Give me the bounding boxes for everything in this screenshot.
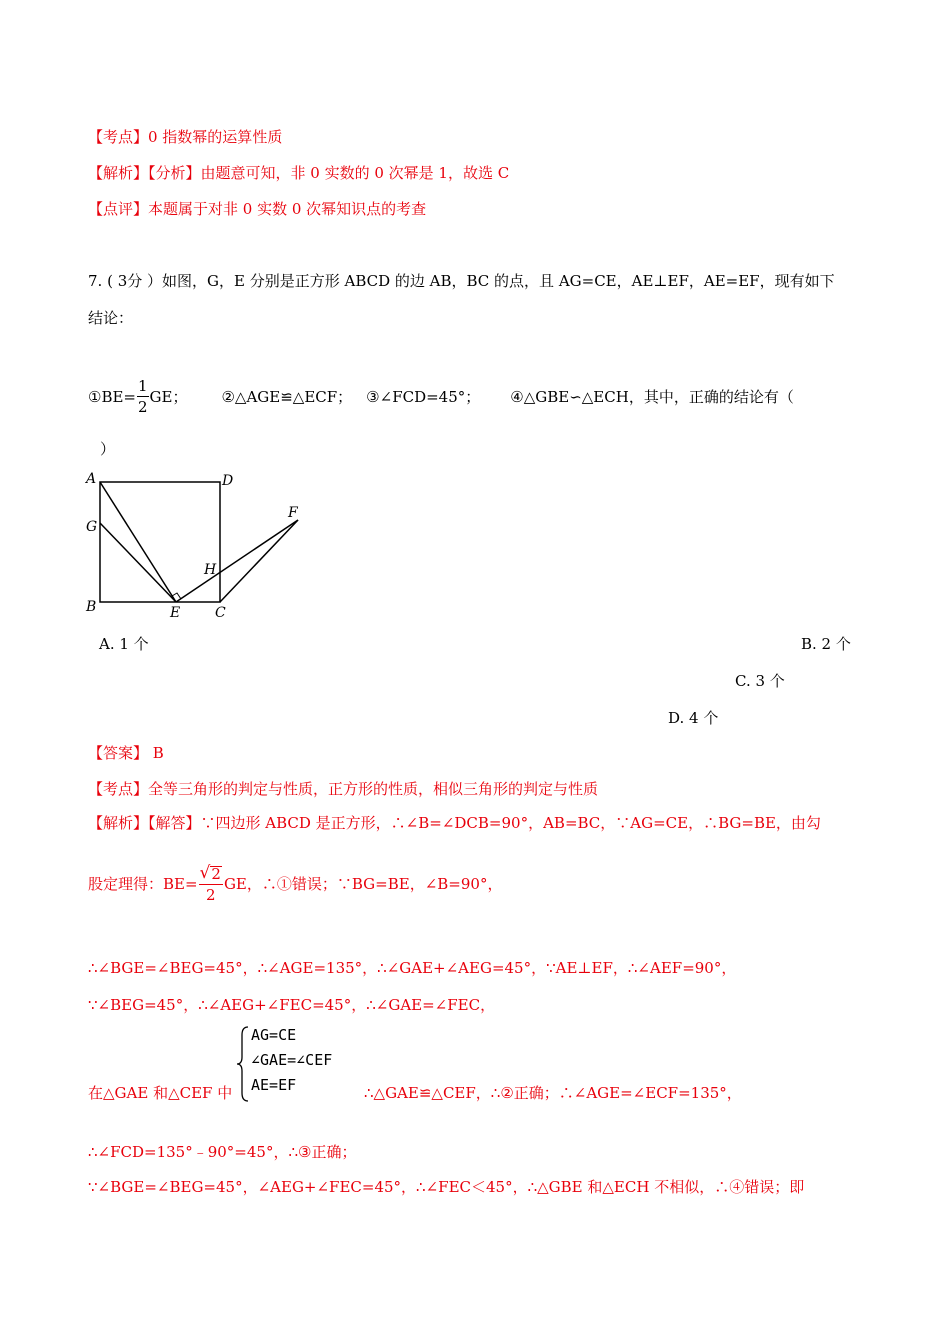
fraction-root2-over-2	[199, 865, 223, 903]
fraction-denominator: 2	[205, 886, 216, 904]
prev-dianping: 【点评】本题属于对非 0 实数 0 次幂知识点的考查	[88, 200, 427, 218]
prev-jiexi: 【解析】【分析】由题意可知，非 0 实数的 0 次幂是 1，故选 C	[88, 164, 510, 182]
sqrt-symbol: √ 2	[199, 863, 221, 883]
q7-conclusions	[88, 377, 794, 417]
system-line-3: AE=EF	[251, 1076, 297, 1094]
q7-stem-line2: 结论：	[88, 309, 134, 327]
answer-value: B	[148, 744, 164, 762]
q7-line6: ∴∠FCD=135°﹣90°=45°，∴③正确；	[88, 1143, 357, 1161]
system-line-1: AG=CE	[251, 1026, 297, 1044]
q7-close-paren: ）	[100, 440, 116, 458]
answer-line	[88, 743, 164, 763]
segment-ge	[100, 523, 176, 602]
q7-jiexi-line2	[88, 860, 502, 908]
conclusion-3: ③∠FCD=45°；	[366, 388, 481, 406]
jiexi-line2-suffix: GE，∴①错误；∵BG=BE，∠B=90°，	[223, 875, 503, 893]
q7-line4: ∵∠BEG=45°，∴∠AEG+∠FEC=45°，∴∠GAE=∠FEC，	[88, 996, 496, 1014]
conclusion-2: ②△AGE≌△ECF；	[221, 388, 353, 406]
label-b: B	[86, 599, 97, 615]
fraction-numerator: 1	[138, 377, 148, 395]
conclusion-1-prefix: ①BE=	[88, 388, 136, 406]
answer-label: 【答案】	[88, 744, 149, 762]
q7-line5-prefix: 在△GAE 和△CEF 中	[88, 1084, 233, 1102]
prev-kaodian: 【考点】0 指数幂的运算性质	[88, 128, 283, 146]
fraction-one-half	[137, 379, 149, 415]
q7-jiexi-line1: 【解析】【解答】∵四边形 ABCD 是正方形，∴∠B=∠DCB=90°，AB=BC，∵AG=CE，∴BG=BE，由勾	[88, 814, 821, 832]
segment-ae	[100, 482, 176, 602]
option-c: C. 3 个	[735, 672, 785, 690]
option-a: A. 1 个	[99, 635, 149, 653]
label-f: F	[288, 505, 298, 521]
q7-line5-suffix: ∴△GAE≌△CEF，∴②正确；∴∠AGE=∠ECF=135°，	[364, 1084, 742, 1102]
label-g: G	[86, 519, 98, 535]
radicand: 2	[211, 865, 221, 883]
q7-line3: ∴∠BGE=∠BEG=45°，∴∠AGE=135°，∴∠GAE+∠AEG=45°，∵AE⊥EF，∴∠AEF=90°，	[88, 959, 737, 977]
label-e: E	[170, 605, 181, 621]
conclusion-1-suffix: GE；	[149, 388, 188, 406]
geometry-figure	[80, 465, 320, 625]
segment-ef	[176, 520, 298, 602]
label-h: H	[204, 562, 217, 578]
option-b: B. 2 个	[801, 635, 851, 653]
q7-stem-line1: 7. ( 3分 ）如图，G，E 分别是正方形 ABCD 的边 AB，BC 的点，且 AG=CE，AE⊥EF，AE=EF，现有如下	[88, 272, 835, 290]
q7-kaodian: 【考点】全等三角形的判定与性质，正方形的性质，相似三角形的判定与性质	[88, 780, 599, 798]
q7-line7: ∵∠BGE=∠BEG=45°，∠AEG+∠FEC=45°，∴∠FEC＜45°，∴△GBE 和△ECH 不相似，∴④错误；即	[88, 1178, 805, 1196]
label-d: D	[222, 473, 234, 489]
segment-cf	[220, 520, 298, 602]
left-brace	[236, 1025, 252, 1103]
fraction-denominator: 2	[138, 398, 148, 416]
fraction-numerator	[199, 865, 223, 885]
label-a: A	[86, 471, 97, 487]
option-d: D. 4 个	[668, 709, 719, 727]
conclusion-4: ④△GBE∽△ECH，其中，正确的结论有（	[510, 388, 794, 406]
label-c: C	[215, 605, 226, 621]
system-line-2: ∠GAE=∠CEF	[251, 1051, 333, 1069]
jiexi-line2-prefix: 股定理得：BE=	[88, 875, 198, 893]
